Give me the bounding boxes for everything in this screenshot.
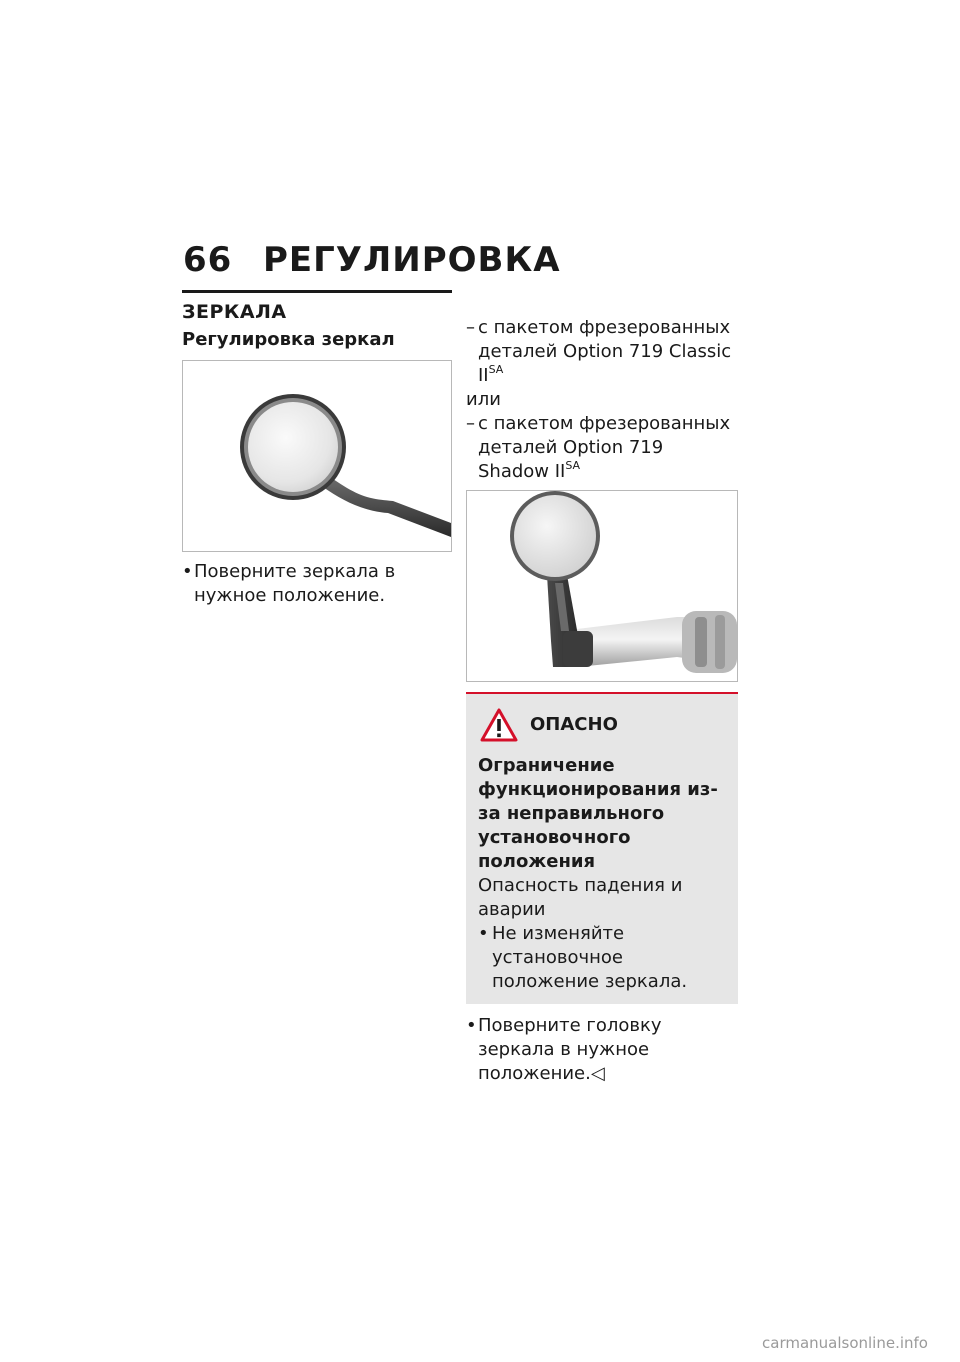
section-divider xyxy=(182,290,452,293)
page-number: 66 xyxy=(183,240,233,280)
option-item: – с пакетом фрезерованных деталей Option 719 Classic $II^{SA}$ xyxy=(466,316,738,388)
instruction-bullet: • Поверните головку зеркала в нужное положение.◁ xyxy=(466,1014,738,1086)
warning-title: ОПАСНО xyxy=(530,714,618,735)
watermark: carmanualsonline.info xyxy=(762,1334,928,1352)
warning-heading: Ограничение функционирования из-за неправильного установочного положения xyxy=(478,755,718,872)
round-mirror-illustration xyxy=(183,361,451,551)
mirror-figure xyxy=(182,360,452,552)
right-column xyxy=(466,316,738,1086)
warning-body: Опасность падения и аварии xyxy=(478,875,683,920)
warning-triangle-icon xyxy=(480,708,518,742)
left-column xyxy=(182,290,452,608)
bar-end-mirror-figure xyxy=(466,490,738,682)
subsection-title: Регулировка зеркал xyxy=(182,329,395,350)
end-mark-icon: ◁ xyxy=(590,1063,605,1084)
warning-header xyxy=(478,708,728,742)
or-text: или xyxy=(466,389,501,410)
danger-warning-box xyxy=(466,692,738,1004)
bar-end-mirror-illustration xyxy=(467,491,737,681)
option-item: – с пакетом фрезерованных деталей Option 719 Shadow $II^{SA}$ xyxy=(466,412,738,484)
section-title: ЗЕРКАЛА xyxy=(182,301,287,323)
warning-bullet: • Не изменяйте установочное положение зеркала. xyxy=(478,922,728,994)
chapter-title: РЕГУЛИРОВКА xyxy=(263,240,561,280)
instruction-bullet: • Поверните зеркала в нужное положение. xyxy=(182,560,452,608)
